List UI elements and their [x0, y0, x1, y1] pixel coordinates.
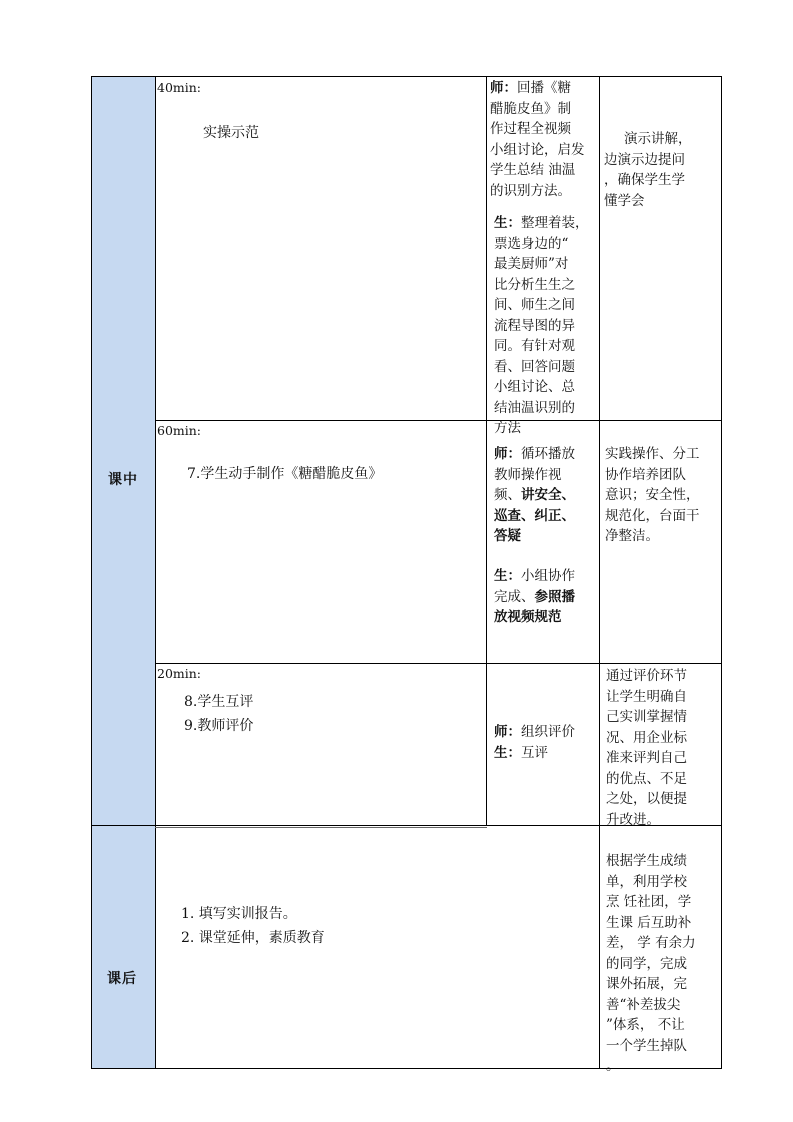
- row-1-student-line-11: 方法: [494, 420, 521, 436]
- row-4-purpose-line: 的同学，完成: [606, 955, 687, 972]
- row-4-content-line: 1. 填写实训报告。: [181, 906, 297, 922]
- row-1-purpose-line: 懂学会: [604, 192, 645, 209]
- row-3-purpose-line: 让学生明确自: [606, 688, 687, 705]
- table-border-teacher-left: [486, 76, 487, 826]
- row-1-student-line-1: 生：整理着装，: [494, 215, 589, 231]
- row-1-teacher-line-1: 师：回播《糖: [490, 80, 571, 96]
- row-3-activity: [494, 722, 575, 763]
- row-2-teacher-line-4: 巡查、纠正、: [494, 507, 575, 524]
- table-border-stage: [155, 76, 156, 1069]
- row-2-student-line-2: 完成、参照播: [494, 588, 575, 605]
- table-border-purpose-left: [599, 76, 600, 1069]
- row-1-purpose: [604, 129, 692, 211]
- row-1-student-line-4: 比分析生生之: [494, 276, 575, 293]
- row-3-content-line: 8.学生互评: [184, 694, 254, 710]
- row-3-time: 20min:: [157, 666, 202, 681]
- table-border-top: [91, 76, 722, 77]
- stage-cell-after-class-bg: [92, 826, 155, 1068]
- row-4-purpose: [606, 851, 696, 1077]
- row-3-purpose-line: 的优点、不足: [606, 770, 687, 787]
- row-1-purpose-line: ，确保学生学: [604, 172, 685, 188]
- row-1-student-line-5: 间、师生之间: [494, 297, 575, 313]
- row-2-purpose-line: 意识；安全性，: [605, 487, 700, 503]
- table-border-right: [721, 76, 722, 1069]
- table-border-left: [91, 76, 92, 1069]
- row-1-student-line-9: 小组讨论、总: [494, 379, 575, 395]
- row-4-purpose-line: 根据学生成绩: [606, 853, 687, 869]
- row-4-purpose-line: 生课 后互助补: [606, 914, 692, 931]
- row-3-purpose: [606, 666, 687, 830]
- row-3-content: [184, 690, 253, 738]
- student-label: 生：: [494, 568, 521, 584]
- row-1-teacher-line-6: 的识别方法。: [490, 182, 571, 199]
- row-4-content: [181, 902, 325, 950]
- row-2-teacher-line-3: 频、讲安全、: [494, 487, 575, 503]
- row-4-purpose-line: 单，利用学校: [606, 873, 687, 890]
- row-1-student-line-10: 结油温识别的: [494, 399, 575, 416]
- row-1-teacher-line-4: 小组讨论，启发: [490, 141, 585, 158]
- row-2-content-line: 7.学生动手制作《糖醋脆皮鱼》: [187, 466, 383, 482]
- row-1-purpose-line: 演示讲解，: [624, 131, 692, 147]
- row-4-purpose-line: ”体系， 不让: [606, 1017, 685, 1033]
- row-1-teacher-line-2: 醋脆皮鱼》制: [490, 100, 571, 117]
- row-1-purpose-line: 边演示边提问: [604, 151, 685, 168]
- row-2-purpose-line: 协作培养团队: [605, 466, 686, 483]
- row-2-student-line-3: 放视频规范: [494, 609, 562, 625]
- row-4-content-line: 2. 课堂延伸，素质教育: [181, 930, 325, 946]
- row-3-purpose-line: 己实训掌握情: [606, 709, 687, 725]
- stage-cell-in-class-bg: [92, 77, 155, 825]
- row-3-purpose-line: 之处，以便提: [606, 791, 687, 807]
- row-2-purpose-line: 规范化，台面干: [605, 507, 700, 524]
- row-1-content: [203, 121, 259, 145]
- row-3-purpose-line: 准来评判自己: [606, 750, 687, 766]
- row-3-purpose-line: 况、用企业标: [606, 729, 687, 746]
- row-4-purpose-line: 烹 饪社团，学: [606, 894, 692, 910]
- row-1-teacher-activity: [490, 78, 585, 201]
- after-class-merged-line: [155, 827, 487, 828]
- row-2-content: [187, 462, 382, 486]
- row-1-teacher-line-5: 学生总结 油温: [490, 162, 576, 178]
- row-1-student-line-6: 流程导图的异: [494, 317, 575, 334]
- row-4-purpose-line: 差， 学 有余力: [606, 935, 696, 951]
- teacher-label: 师：: [490, 80, 517, 96]
- student-label: 生：: [494, 744, 521, 761]
- teacher-label: 师：: [494, 446, 521, 462]
- row-4-purpose-line: 课外拓展，完: [606, 976, 687, 992]
- stage-label-after-class: 课后: [107, 971, 137, 987]
- row-3-student-line: 生：互评: [494, 744, 548, 761]
- row-1-content-line: 实操示范: [203, 125, 259, 141]
- row-1-student-line-8: 看、回答问题: [494, 358, 575, 375]
- row-4-purpose-line: 。: [606, 1058, 620, 1074]
- student-label: 生：: [494, 215, 521, 231]
- row-2-purpose-line: 实践操作、分工: [605, 446, 700, 462]
- row-1-teacher-line-3: 作过程全视频: [490, 121, 571, 137]
- row-2-purpose: [605, 444, 700, 547]
- row-3-purpose-line: 升改进。: [606, 811, 660, 828]
- row-2-student-activity: [494, 566, 575, 628]
- row-4-purpose-line: 善“补差拔尖: [606, 996, 681, 1013]
- row-2-teacher-activity: [494, 444, 575, 547]
- row-1-student-line-7: 同。有针对观: [494, 338, 575, 354]
- row-2-teacher-line-5: 答疑: [494, 528, 521, 544]
- stage-label-in-class: 课中: [108, 472, 138, 488]
- row-1-time: 40min:: [157, 80, 202, 95]
- row-divider-1: [155, 420, 721, 421]
- row-4-purpose-line: 一个学生掉队: [606, 1037, 687, 1054]
- row-1-student-activity: [494, 213, 589, 439]
- teacher-label: 师：: [494, 724, 521, 740]
- row-2-teacher-line-2: 教师操作视: [494, 466, 562, 483]
- row-2-teacher-line-1: 师：循环播放: [494, 446, 575, 462]
- row-2-purpose-line: 净整洁。: [605, 528, 659, 544]
- row-3-teacher-line: 师：组织评价: [494, 724, 575, 740]
- row-1-student-line-2: 票选身边的“: [494, 235, 569, 252]
- row-1-student-line-3: 最美厨师”对: [494, 256, 569, 272]
- row-2-student-line-1: 生：小组协作: [494, 568, 575, 584]
- row-divider-2: [155, 663, 721, 664]
- row-2-time: 60min:: [157, 423, 202, 438]
- row-3-purpose-line: 通过评价环节: [606, 668, 687, 684]
- row-3-content-line: 9.教师评价: [184, 718, 254, 734]
